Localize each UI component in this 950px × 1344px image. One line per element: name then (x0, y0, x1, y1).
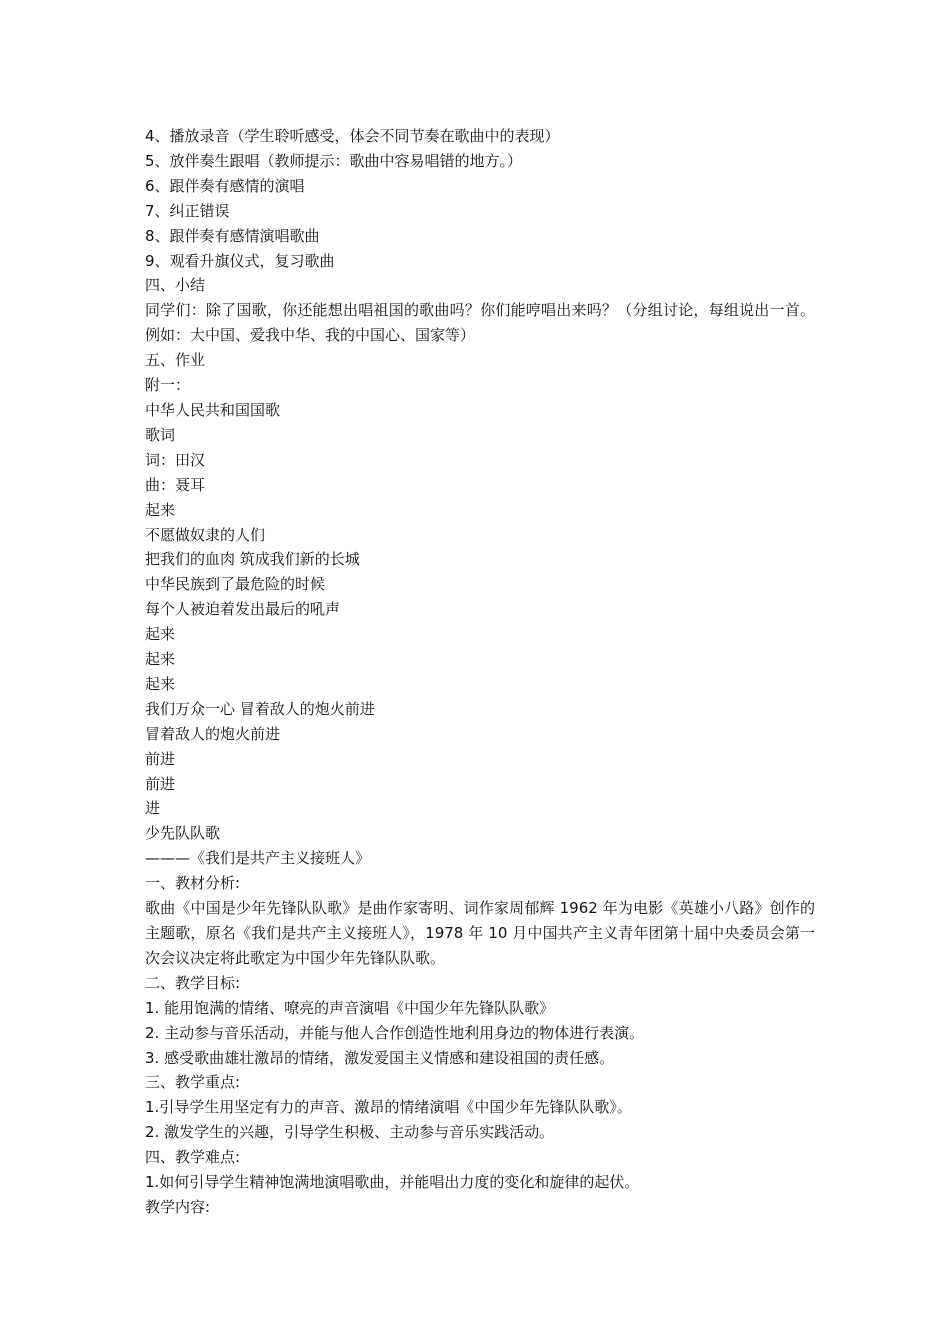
text-line: 把我们的血肉 筑成我们新的长城 (145, 550, 360, 569)
text-line: ———《我们是共产主义接班人》 (145, 849, 371, 868)
text-line: 起来 (145, 650, 176, 669)
text-line: 1. 能用饱满的情绪、嘹亮的声音演唱《中国少年先锋队队歌》 (145, 998, 555, 1017)
text-line: 五、作业 (145, 351, 206, 370)
text-line: 附一： (145, 376, 191, 395)
text-line: 曲：聂耳 (145, 475, 206, 494)
text-line: 7、纠正错误 (145, 201, 230, 220)
text-line: 二、教学目标: (145, 973, 241, 992)
text-line: 6、跟伴奏有感情的演唱 (145, 176, 305, 195)
text-line: 2. 激发学生的兴趣，引导学生积极、主动参与音乐实践活动。 (145, 1123, 555, 1142)
text-line: 9、观看升旗仪式，复习歌曲 (145, 251, 335, 270)
text-line: 我们万众一心 冒着敌人的炮火前进 (145, 699, 375, 718)
text-line: 3. 感受歌曲雄壮激昂的情绪，激发爱国主义情感和建设祖国的责任感。 (145, 1048, 615, 1067)
text-line: 少先队队歌 (145, 824, 221, 843)
text-line: 前进 (145, 749, 176, 768)
text-line: 5、放伴奏生跟唱（教师提示：歌曲中容易唱错的地方。） (145, 151, 523, 170)
text-line: 起来 (145, 500, 176, 519)
analysis-paragraph: 歌曲《中国是少年先锋队队歌》是曲作家寄明、词作家周郁辉 1962 年为电影《英雄小八路》创作的主题歌，原名《我们是共产主义接班人》，1978 年 10 月中国共产主义青年团第十届中央委员会第一次会议决定将此歌定为中国少年先锋队队歌。 (145, 899, 815, 967)
text-line: 8、跟伴奏有感情演唱歌曲 (145, 226, 320, 245)
text-line: 1.如何引导学生精神饱满地演唱歌曲，并能唱出力度的变化和旋律的起伏。 (145, 1173, 640, 1192)
text-line: 四、小结 (145, 276, 206, 295)
text-line: 每个人被迫着发出最后的吼声 (145, 600, 341, 619)
text-line: 4、播放录音（学生聆听感受，体会不同节奏在歌曲中的表现） (145, 127, 560, 145)
text-line: 不愿做奴隶的人们 (145, 525, 266, 544)
text-line: 歌词 (145, 425, 176, 444)
text-line: 前进 (145, 774, 176, 793)
text-line: 教学内容: (145, 1197, 211, 1216)
text-line: 三、教学重点: (145, 1073, 241, 1092)
anthem-section (145, 348, 815, 896)
document-page (145, 124, 815, 1220)
text-line: 1.引导学生用坚定有力的声音、激昂的情绪演唱《中国少年先锋队队歌》。 (145, 1098, 632, 1117)
text-line: 起来 (145, 625, 176, 644)
text-line: 2. 主动参与音乐活动，并能与他人合作创造性地利用身边的物体进行表演。 (145, 1023, 645, 1042)
steps-section (145, 124, 815, 298)
text-line: 进 (145, 799, 161, 818)
teaching-section (145, 971, 815, 1220)
text-line: 冒着敌人的炮火前进 (145, 724, 281, 743)
summary-paragraph: 同学们：除了国歌，你还能想出唱祖国的歌曲吗？你们能哼唱出来吗？（分组讨论，每组说出一首。例如：大中国、爱我中华、我的中国心、国家等） (145, 301, 815, 345)
text-line: 起来 (145, 674, 176, 693)
text-line: 中华民族到了最危险的时候 (145, 575, 326, 594)
text-line: 词：田汉 (145, 450, 206, 469)
text-line: 四、教学难点: (145, 1148, 241, 1167)
text-line: 中华人民共和国国歌 (145, 400, 281, 419)
text-line: 一、教材分析: (145, 874, 241, 893)
